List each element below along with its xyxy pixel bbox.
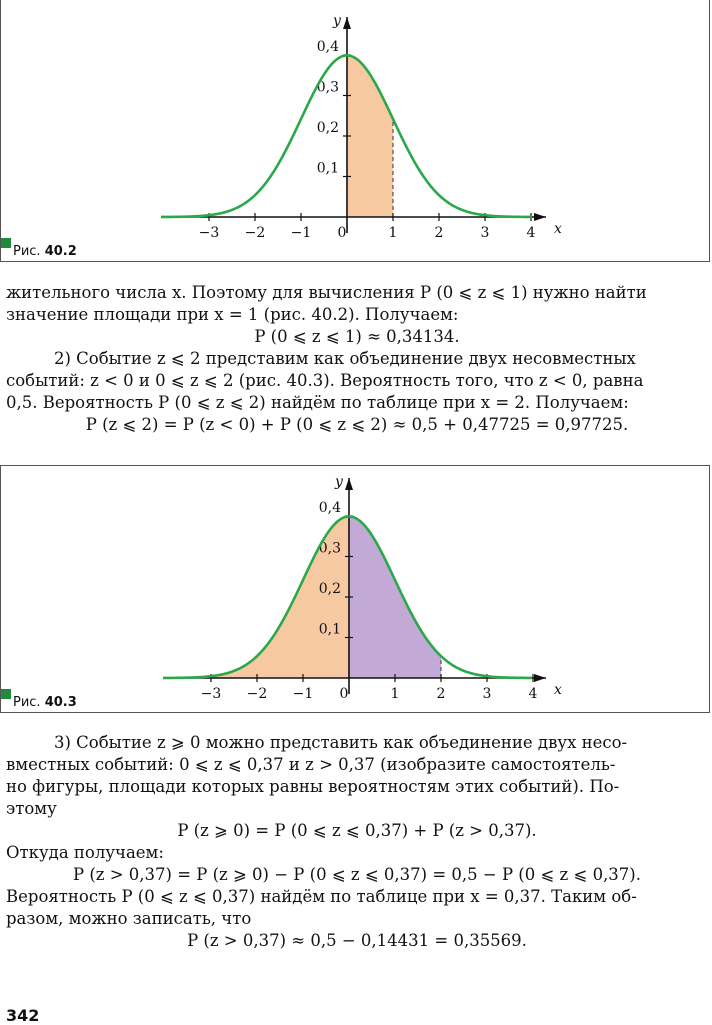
formula: P (z ⩽ 2) = P (z < 0) + P (0 ⩽ z ⩽ 2) ≈ 0,5 + 0,47725 = 0,97725. (85, 415, 629, 434)
x-axis-arrow-icon (534, 674, 546, 682)
x-tick-label: 2 (436, 686, 446, 702)
shaded-area (347, 55, 393, 217)
text-line: Вероятность P (0 ⩽ z ⩽ 0,37) найдём по таблице при x = 0,37. Таким об- (6, 887, 637, 906)
caption-marker-icon (1, 238, 11, 248)
y-tick-label: 0,1 (316, 160, 339, 177)
x-tick-label: 1 (390, 686, 400, 702)
x-tick-label: 0 (337, 225, 347, 241)
formula: P (z ⩾ 0) = P (0 ⩽ z ⩽ 0,37) + P (z > 0,37). (177, 821, 537, 840)
x-tick-label: 4 (528, 686, 538, 702)
shaded-area (349, 516, 441, 678)
x-tick-label: 4 (526, 225, 536, 241)
y-axis-arrow-icon (343, 17, 351, 29)
page-number: 342 (6, 1006, 40, 1025)
x-tick-label: 3 (480, 225, 490, 241)
x-tick-label: 1 (388, 225, 398, 241)
figure-caption: Рис. 40.3 (1, 695, 77, 710)
y-axis-label: y (335, 474, 343, 490)
x-tick-label: 3 (482, 686, 492, 702)
text-line: этому (6, 799, 57, 818)
text-line: событий: z < 0 и 0 ⩽ z ⩽ 2 (рис. 40.3). Вероятность того, что z < 0, равна (6, 371, 644, 390)
y-tick-label: 0,3 (318, 540, 341, 557)
text-line: 3) Событие z ⩾ 0 можно представить как объединение двух несо- (54, 733, 628, 752)
y-axis-arrow-icon (345, 478, 353, 490)
text-line: но фигуры, площади которых равны вероятностям этих событий). По- (6, 777, 620, 796)
x-tick-label: 2 (434, 225, 444, 241)
figure-caption: Рис. 40.2 (1, 244, 77, 259)
y-tick-label: 0,4 (316, 39, 339, 55)
x-tick-label: −2 (246, 686, 268, 702)
formula: P (z > 0,37) = P (z ⩾ 0) − P (0 ⩽ z ⩽ 0,37) = 0,5 − P (0 ⩽ z ⩽ 0,37). (72, 865, 641, 884)
formula: P (z > 0,37) ≈ 0,5 − 0,14431 = 0,35569. (187, 931, 527, 950)
x-tick-label: −3 (200, 686, 222, 702)
normal-curve-plot (1, 0, 709, 260)
normal-curve-plot (1, 466, 709, 712)
text-line: разом, можно записать, что (6, 909, 252, 928)
x-tick-label: −1 (290, 225, 312, 241)
text-line: 2) Событие z ⩽ 2 представим как объединение двух несовместных (54, 349, 636, 368)
x-axis-label: x (554, 221, 562, 237)
text-line: Откуда получаем: (6, 843, 164, 862)
y-tick-label: 0,4 (318, 500, 341, 516)
paragraph-3 (6, 732, 708, 952)
y-tick-label: 0,2 (316, 120, 339, 136)
x-tick-label: 0 (339, 686, 349, 702)
y-tick-label: 0,3 (316, 79, 339, 96)
text-line: 0,5. Вероятность P (0 ⩽ z ⩽ 2) найдём по таблице при x = 2. Получаем: (6, 393, 629, 412)
figure-40-2 (0, 0, 710, 262)
figure-40-3 (0, 465, 710, 713)
x-tick-label: −1 (292, 686, 314, 702)
formula: P (0 ⩽ z ⩽ 1) ≈ 0,34134. (254, 327, 460, 346)
x-axis-label: x (554, 682, 562, 698)
y-tick-label: 0,2 (318, 581, 341, 597)
x-axis-arrow-icon (534, 213, 546, 221)
text-line: вместных событий: 0 ⩽ z ⩽ 0,37 и z > 0,37 (изобразите самостоятель- (6, 755, 616, 774)
x-tick-label: −3 (198, 225, 220, 241)
caption-marker-icon (1, 689, 11, 699)
paragraph-1 (6, 282, 708, 436)
y-tick-label: 0,1 (318, 621, 341, 638)
text-line: жительного числа x. Поэтому для вычисления P (0 ⩽ z ⩽ 1) нужно найти (6, 283, 647, 302)
text-line: значение площади при x = 1 (рис. 40.2). Получаем: (6, 305, 459, 324)
y-axis-label: y (333, 13, 341, 29)
x-tick-label: −2 (244, 225, 266, 241)
